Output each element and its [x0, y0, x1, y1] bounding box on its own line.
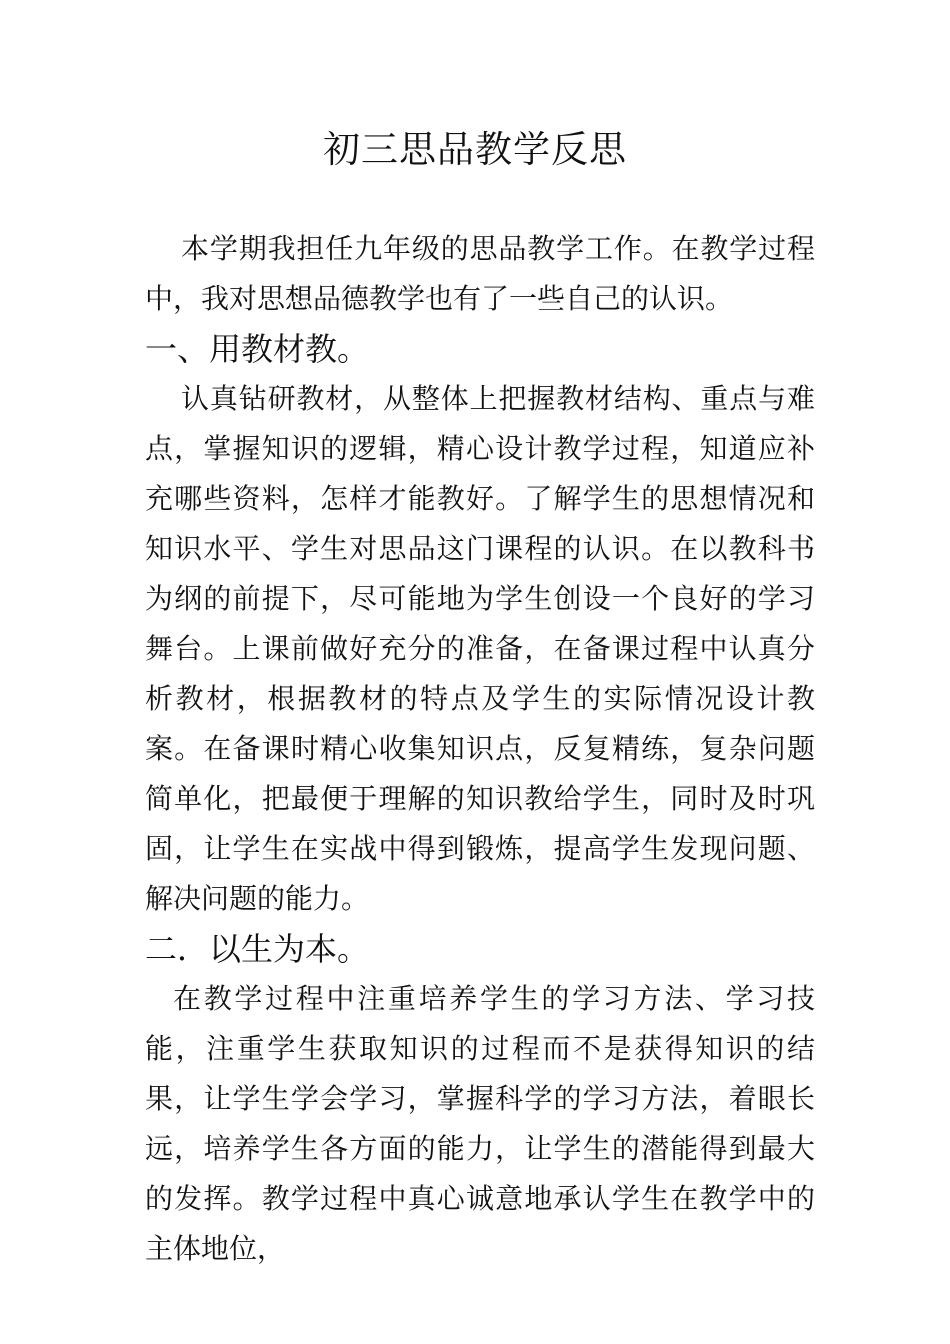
section-heading-2: 二．以生为本。 [145, 930, 370, 968]
section-paragraph-2: 在教学过程中注重培养学生的学习方法、学习技能，注重学生获取知识的过程而不是获得知识的结果，让学生学会学习，掌握科学的学习方法，着眼长远，培养学生各方面的能力，让学生的潜能得到最大的发挥。教学过程中真心诚意地承认学生在教学中的主体地位， [145, 982, 815, 1265]
section-heading-1: 一、用教材教。 [145, 330, 370, 368]
intro-paragraph: 本学期我担任九年级的思品教学工作。在教学过程中，我对思想品德教学也有了一些自己的认识。 [145, 232, 815, 315]
section-paragraph-1: 认真钻研教材，从整体上把握教材结构、重点与难点，掌握知识的逻辑，精心设计教学过程，知道应补充哪些资料，怎样才能教好。了解学生的思想情况和知识水平、学生对思品这门课程的认识。在以教科书为纲的前提下，尽可能地为学生创设一个良好的学习舞台。上课前做好充分的准备，在备课过程中认真分析教材，根据教材的特点及学生的实际情况设计教案。在备课时精心收集知识点，反复精练，复杂问题简单化，把最便于理解的知识教给学生，同时及时巩固，让学生在实战中得到锻炼，提高学生发现问题、解决问题的能力。 [145, 382, 815, 915]
document-body [145, 224, 815, 1274]
document-title: 初三思品教学反思 [323, 128, 627, 171]
